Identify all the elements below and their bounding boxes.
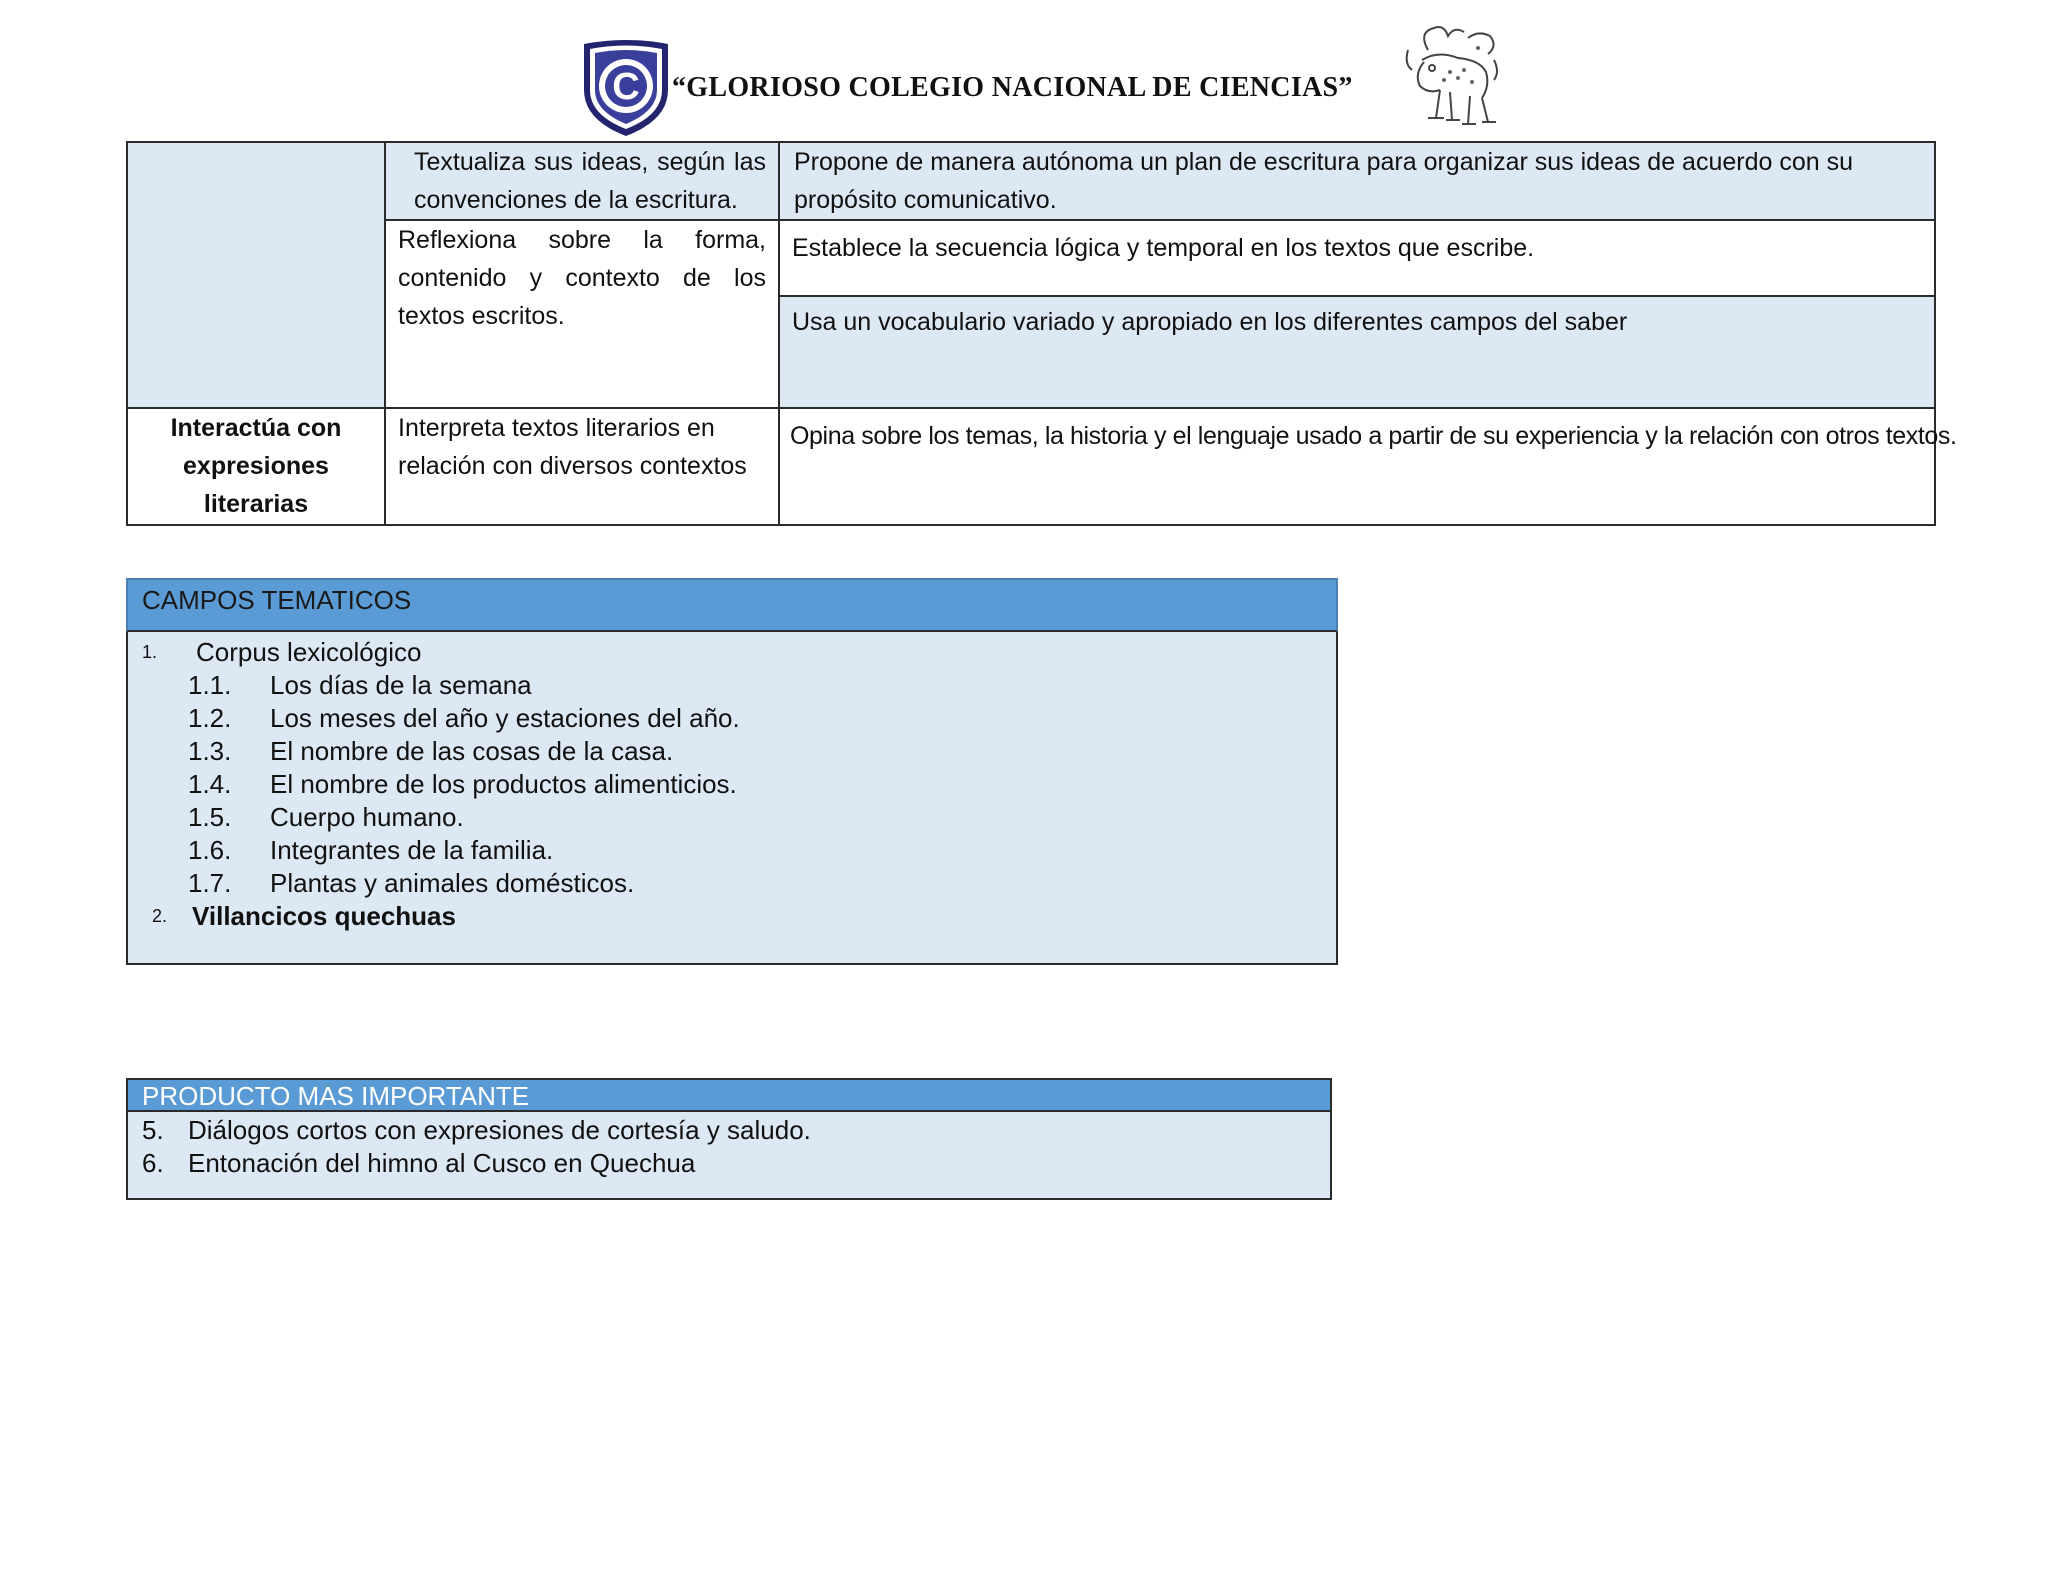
list-text: Corpus lexicológico [196, 637, 422, 667]
producto-list [126, 1112, 1332, 1200]
list-item [128, 900, 1336, 933]
list-text: Integrantes de la familia. [270, 835, 554, 865]
list-item [128, 867, 1336, 900]
list-number: 1.2. [188, 703, 232, 733]
producto-title: PRODUCTO MAS IMPORTANTE [126, 1078, 1332, 1112]
list-text: Entonación del himno al Cusco en Quechua [188, 1148, 696, 1178]
indicator-cell: Usa un vocabulario variado y apropiado en los diferentes campos del saber [779, 296, 1935, 408]
list-text: Los meses del año y estaciones del año. [270, 703, 740, 733]
list-number: 6. [142, 1148, 164, 1178]
school-name: “GLORIOSO COLEGIO NACIONAL DE CIENCIAS” [672, 72, 1353, 103]
indicator-cell: Establece la secuencia lógica y temporal en los textos que escribe. [779, 220, 1935, 296]
svg-text:C: C [612, 66, 640, 108]
table-row [127, 220, 1935, 296]
school-header [0, 20, 2048, 135]
list-number: 1.6. [188, 835, 232, 865]
list-number: 1.7. [188, 868, 232, 898]
list-item [128, 834, 1336, 867]
indicator-cell: Propone de manera autónoma un plan de escritura para organizar sus ideas de acuerdo con su propósito comunicativo. [779, 142, 1935, 220]
capacity-cell: Interpreta textos literarios en relación con diversos contextos [385, 408, 779, 525]
competencies-table [126, 141, 1957, 526]
list-number: 5. [142, 1115, 164, 1145]
competence-cell-empty [127, 142, 385, 408]
list-number: 2. [152, 906, 168, 926]
list-item [128, 702, 1336, 735]
producto-box [126, 1078, 1332, 1200]
list-number: 1.5. [188, 802, 232, 832]
capacity-cell: Reflexiona sobre la forma, contenido y contexto de los textos escritos. [385, 220, 779, 408]
capacity-cell: Textualiza sus ideas, según las convenciones de la escritura. [385, 142, 779, 220]
list-item [128, 768, 1336, 801]
table-row [127, 408, 1935, 525]
mascot-animal-sketch-icon [1398, 20, 1502, 134]
list-item [128, 735, 1336, 768]
list-item [128, 1147, 1330, 1180]
list-text: Diálogos cortos con expresiones de cortesía y saludo. [188, 1115, 811, 1145]
campos-tematicos-box [126, 578, 1338, 965]
school-shield-logo-icon [578, 38, 674, 138]
list-number: 1.1. [188, 670, 232, 700]
list-text: Plantas y animales domésticos. [270, 868, 635, 898]
list-item [128, 1114, 1330, 1147]
list-text: Cuerpo humano. [270, 802, 464, 832]
campos-tematicos-list [126, 632, 1338, 965]
list-item [128, 669, 1336, 702]
list-number: 1. [142, 642, 158, 662]
list-number: 1.3. [188, 736, 232, 766]
list-text: El nombre de los productos alimenticios. [270, 769, 737, 799]
list-item [128, 636, 1336, 669]
indicator-cell: Opina sobre los temas, la historia y el lenguaje usado a partir de su experiencia y la relación con otros textos. [779, 408, 1935, 525]
table-row [127, 142, 1935, 220]
list-text: Villancicos quechuas [192, 901, 456, 931]
list-item [128, 801, 1336, 834]
list-text: El nombre de las cosas de la casa. [270, 736, 674, 766]
list-number: 1.4. [188, 769, 232, 799]
competence-cell: Interactúa con expresiones literarias [127, 408, 385, 525]
campos-tematicos-title: CAMPOS TEMATICOS [126, 578, 1338, 632]
list-text: Los días de la semana [270, 670, 532, 700]
